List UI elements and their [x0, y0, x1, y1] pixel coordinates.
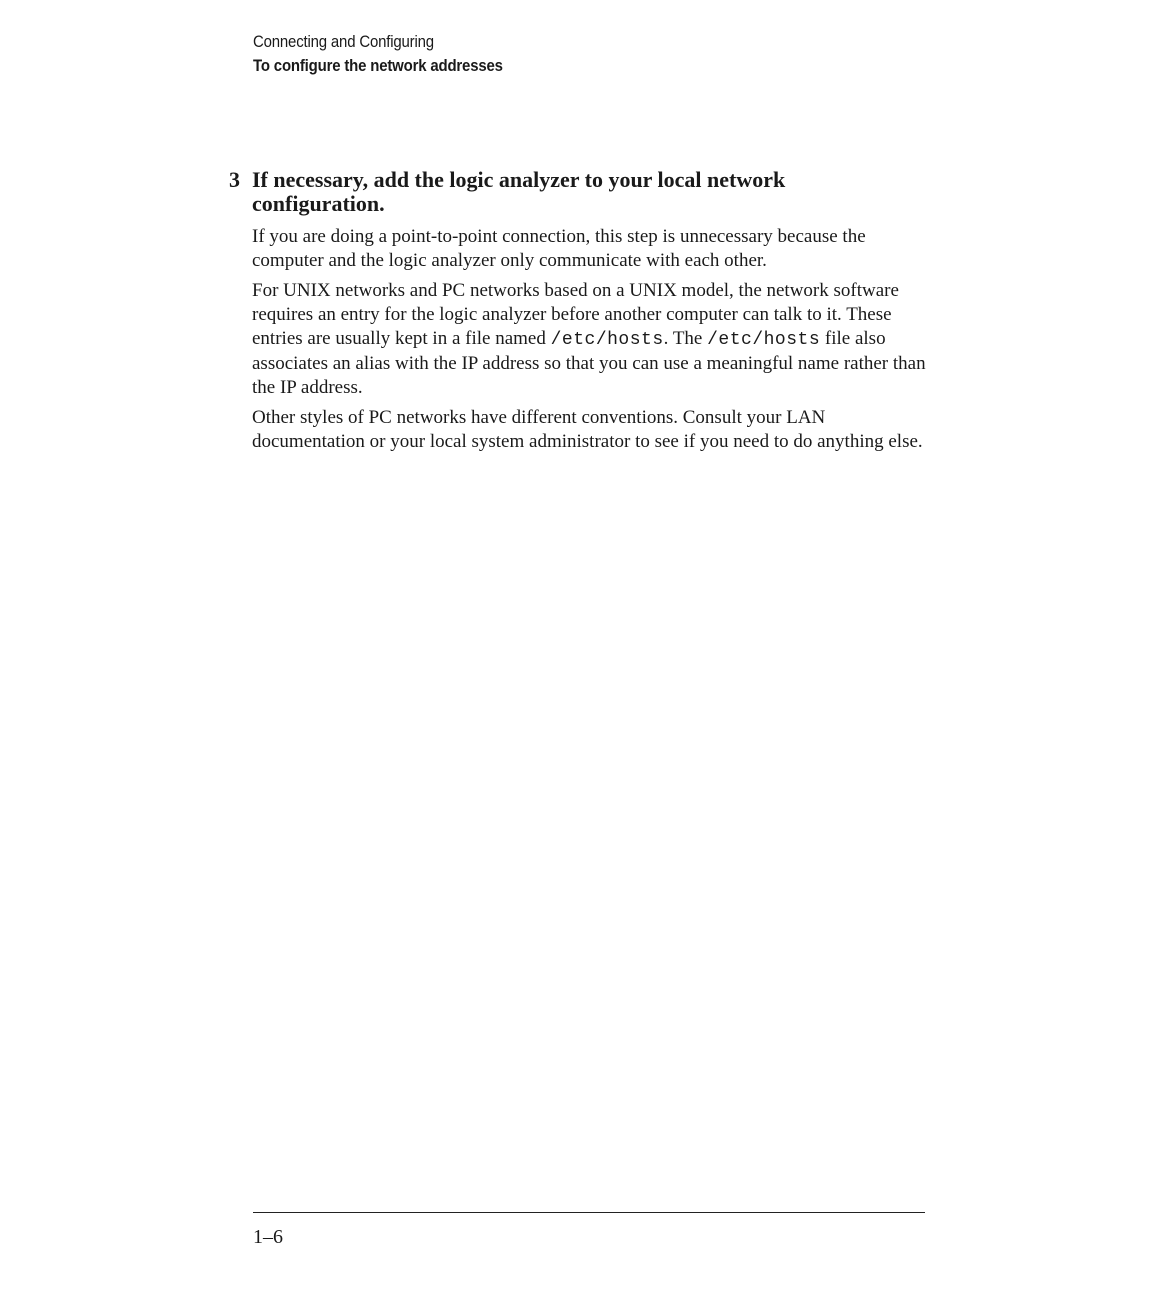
running-header	[253, 30, 503, 78]
code-etc-hosts: /etc/hosts	[550, 330, 664, 350]
footer-rule	[253, 1212, 925, 1213]
step-number: 3	[229, 167, 240, 192]
section-title: To configure the network addresses	[253, 56, 503, 75]
chapter-title: Connecting and Configuring	[253, 32, 434, 51]
page-content	[229, 168, 929, 460]
paragraph-text: file also associates an alias with the IP address so that you can use a meaningful name rather than the IP address.	[252, 328, 926, 398]
paragraph-other-networks: Other styles of PC networks have different conventions. Consult your LAN documentation or your local system administrator to see if you need to do anything else.	[252, 407, 923, 452]
page-number: 1–6	[253, 1226, 283, 1248]
code-etc-hosts: /etc/hosts	[707, 330, 821, 350]
paragraph-unix-networks	[252, 279, 932, 400]
paragraph-text: For UNIX networks and PC networks based on a UNIX model, the network software requires an entry for the logic analyzer before another computer can talk to it. These entries are usually kept in a file named	[252, 280, 899, 349]
paragraph-point-to-point: If you are doing a point-to-point connection, this step is unnecessary because the computer and the logic analyzer only communicate with each other.	[252, 226, 866, 271]
procedure-step	[229, 168, 929, 454]
paragraph-text: . The	[663, 328, 708, 349]
step-title: If necessary, add the logic analyzer to your local network configuration.	[252, 167, 786, 216]
